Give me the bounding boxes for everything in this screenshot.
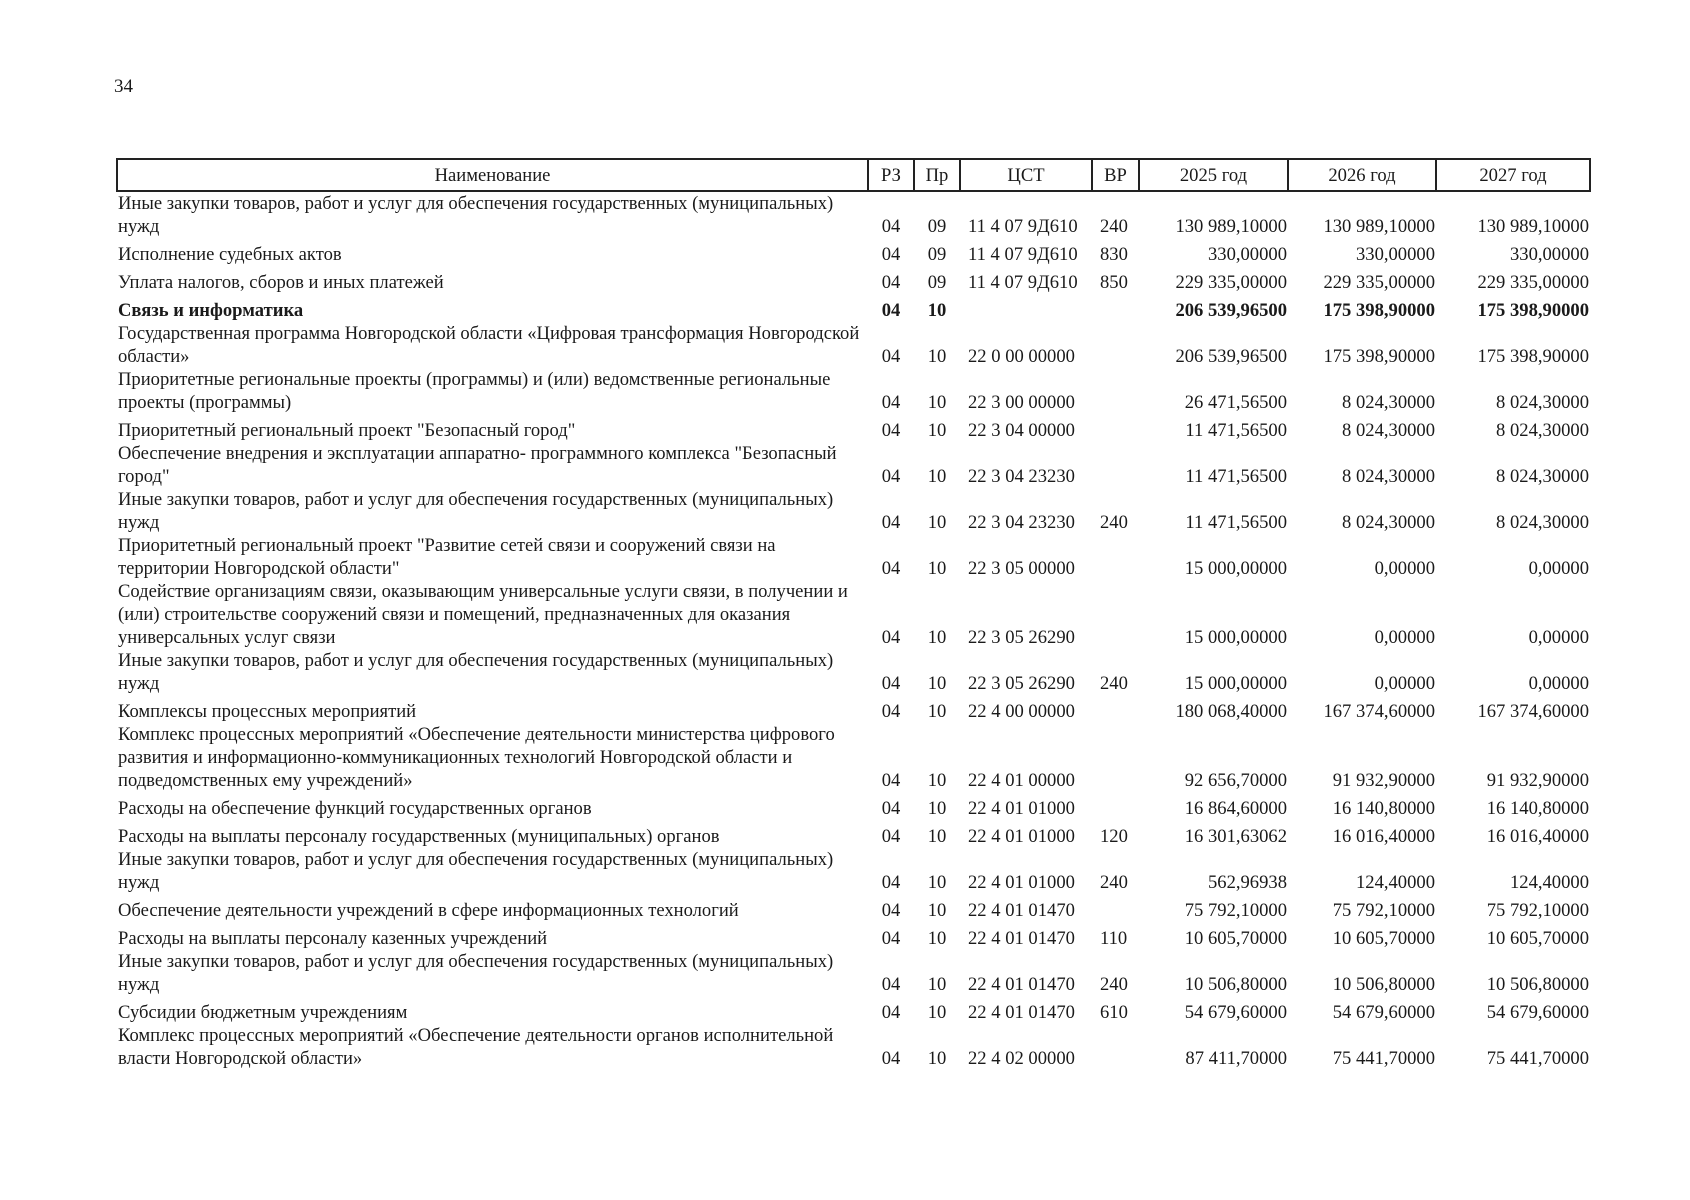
cell-vr: 110 xyxy=(1100,928,1128,949)
cell-cst: 22 4 01 01000 xyxy=(968,826,1075,847)
header-2025: 2025 год xyxy=(1139,159,1288,191)
cell-cst: 11 4 07 9Д610 xyxy=(968,216,1078,237)
cell-vr xyxy=(1092,414,1139,442)
cell-vr xyxy=(1092,1024,1139,1070)
cell-2026: 75 792,10000 xyxy=(1332,900,1435,921)
cell-pr: 09 xyxy=(927,272,947,293)
cell-name: Приоритетный региональный проект "Безопасный город" xyxy=(118,420,576,441)
cell-cst: 22 4 01 01000 xyxy=(968,872,1075,893)
header-2026: 2026 год xyxy=(1288,159,1436,191)
cell-vr xyxy=(1092,894,1139,922)
cell-2027: 175 398,90000 xyxy=(1477,346,1589,367)
cell-2027: 229 335,00000 xyxy=(1477,272,1589,293)
cell-cst: 22 4 01 01470 xyxy=(968,974,1075,995)
cell-2026: 167 374,60000 xyxy=(1323,701,1435,722)
cell-2025: 562,96938 xyxy=(1207,872,1287,893)
cell-rz: 04 xyxy=(881,392,901,413)
cell-rz: 04 xyxy=(881,673,901,694)
cell-cst: 22 4 01 01470 xyxy=(968,1002,1075,1023)
cell-vr: 240 xyxy=(1100,673,1128,694)
cell-2025: 92 656,70000 xyxy=(1184,770,1287,791)
cell-vr: 240 xyxy=(1100,872,1128,893)
cell-name: Комплекс процессных мероприятий «Обеспечение деятельности министерства цифрового развития и информационно-коммуникационных технологий Новгородской области и подведомственных ему учреждений» xyxy=(118,724,835,791)
cell-pr: 10 xyxy=(927,420,947,441)
cell-name: Комплекс процессных мероприятий «Обеспечение деятельности органов исполнительной власти Новгородской области» xyxy=(118,1025,834,1069)
cell-vr xyxy=(1092,695,1139,723)
cell-2025: 75 792,10000 xyxy=(1184,900,1287,921)
header-cst: ЦСТ xyxy=(960,159,1092,191)
cell-pr: 10 xyxy=(927,928,947,949)
page-number: 34 xyxy=(114,76,133,97)
cell-cst: 22 4 01 01470 xyxy=(968,900,1075,921)
cell-vr xyxy=(1092,442,1139,488)
cell-2027: 16 140,80000 xyxy=(1486,798,1589,819)
cell-2026: 130 989,10000 xyxy=(1323,216,1435,237)
cell-2025: 130 989,10000 xyxy=(1175,216,1287,237)
cell-2025: 206 539,96500 xyxy=(1175,346,1287,367)
cell-2027: 0,00000 xyxy=(1528,627,1589,648)
cell-pr: 09 xyxy=(927,216,947,237)
cell-2027: 75 441,70000 xyxy=(1486,1048,1589,1069)
cell-2027: 8 024,30000 xyxy=(1496,392,1589,413)
table-row xyxy=(117,266,1590,294)
cell-rz: 04 xyxy=(881,420,901,441)
cell-2027: 8 024,30000 xyxy=(1496,420,1589,441)
cell-rz: 04 xyxy=(881,558,901,579)
cell-name: Расходы на выплаты персоналу государственных (муниципальных) органов xyxy=(118,826,720,847)
cell-pr: 10 xyxy=(927,872,947,893)
cell-pr: 10 xyxy=(927,558,947,579)
cell-rz: 04 xyxy=(881,900,901,921)
cell-cst: 22 3 05 00000 xyxy=(968,558,1075,579)
table-row xyxy=(117,294,1590,322)
cell-cst: 22 3 04 00000 xyxy=(968,420,1075,441)
cell-2026: 8 024,30000 xyxy=(1342,512,1435,533)
cell-2026: 16 016,40000 xyxy=(1332,826,1435,847)
cell-2027: 75 792,10000 xyxy=(1486,900,1589,921)
cell-pr: 10 xyxy=(927,900,947,921)
cell-vr: 850 xyxy=(1100,272,1128,293)
cell-pr: 10 xyxy=(927,346,947,367)
cell-cst: 22 4 02 00000 xyxy=(968,1048,1075,1069)
cell-2026: 175 398,90000 xyxy=(1323,300,1435,321)
table-row xyxy=(117,649,1590,695)
cell-rz: 04 xyxy=(881,216,901,237)
table-row xyxy=(117,191,1590,238)
cell-2027: 124,40000 xyxy=(1509,872,1589,893)
cell-rz: 04 xyxy=(881,300,901,321)
cell-2026: 10 605,70000 xyxy=(1332,928,1435,949)
cell-rz: 04 xyxy=(881,627,901,648)
cell-cst: 22 3 05 26290 xyxy=(968,673,1075,694)
cell-pr: 10 xyxy=(927,673,947,694)
table-row xyxy=(117,792,1590,820)
cell-rz: 04 xyxy=(881,466,901,487)
table-row xyxy=(117,820,1590,848)
cell-2027: 8 024,30000 xyxy=(1496,466,1589,487)
cell-cst: 22 3 00 00000 xyxy=(968,392,1075,413)
cell-vr xyxy=(1092,294,1139,322)
cell-vr xyxy=(1092,792,1139,820)
cell-cst xyxy=(960,294,1092,322)
table-row xyxy=(117,950,1590,996)
header-row xyxy=(117,159,1590,191)
cell-rz: 04 xyxy=(881,346,901,367)
cell-2026: 75 441,70000 xyxy=(1332,1048,1435,1069)
cell-pr: 10 xyxy=(927,798,947,819)
cell-vr: 830 xyxy=(1100,244,1128,265)
cell-cst: 22 3 05 26290 xyxy=(968,627,1075,648)
cell-rz: 04 xyxy=(881,974,901,995)
cell-2027: 10 506,80000 xyxy=(1486,974,1589,995)
cell-name: Иные закупки товаров, работ и услуг для обеспечения государственных (муниципальных) нужд xyxy=(118,951,834,995)
table-row xyxy=(117,848,1590,894)
cell-vr xyxy=(1092,580,1139,649)
cell-2027: 91 932,90000 xyxy=(1486,770,1589,791)
cell-pr: 10 xyxy=(927,512,947,533)
cell-pr: 10 xyxy=(927,1048,947,1069)
cell-2025: 10 506,80000 xyxy=(1184,974,1287,995)
cell-2025: 330,00000 xyxy=(1207,244,1287,265)
cell-2027: 8 024,30000 xyxy=(1496,512,1589,533)
header-rz: РЗ xyxy=(868,159,914,191)
table-row xyxy=(117,894,1590,922)
table-row xyxy=(117,695,1590,723)
cell-cst: 11 4 07 9Д610 xyxy=(968,244,1078,265)
cell-name: Субсидии бюджетным учреждениям xyxy=(118,1002,408,1023)
cell-name: Приоритетный региональный проект "Развитие сетей связи и сооружений связи на территории Новгородской области" xyxy=(118,535,776,579)
cell-cst: 22 3 04 23230 xyxy=(968,466,1075,487)
cell-rz: 04 xyxy=(881,272,901,293)
cell-2026: 0,00000 xyxy=(1374,673,1435,694)
table-row xyxy=(117,723,1590,792)
cell-name: Исполнение судебных актов xyxy=(118,244,342,265)
table-row xyxy=(117,580,1590,649)
cell-name: Содействие организациям связи, оказывающим универсальные услуги связи, в получении и (или) строительстве сооружений связи и помещений, предназначенных для оказания универсальных услуг связи xyxy=(118,581,848,648)
cell-2025: 15 000,00000 xyxy=(1184,558,1287,579)
cell-2026: 175 398,90000 xyxy=(1323,346,1435,367)
cell-rz: 04 xyxy=(881,701,901,722)
table-row xyxy=(117,368,1590,414)
header-vr: ВР xyxy=(1092,159,1139,191)
table-row xyxy=(117,1024,1590,1070)
cell-2025: 87 411,70000 xyxy=(1185,1048,1287,1069)
cell-name: Расходы на обеспечение функций государственных органов xyxy=(118,798,592,819)
table-row xyxy=(117,322,1590,368)
cell-2026: 8 024,30000 xyxy=(1342,420,1435,441)
cell-2025: 15 000,00000 xyxy=(1184,627,1287,648)
cell-2025: 206 539,96500 xyxy=(1175,300,1287,321)
cell-vr xyxy=(1092,368,1139,414)
cell-rz: 04 xyxy=(881,928,901,949)
cell-2025: 15 000,00000 xyxy=(1184,673,1287,694)
cell-cst: 22 3 04 23230 xyxy=(968,512,1075,533)
cell-rz: 04 xyxy=(881,798,901,819)
cell-2026: 54 679,60000 xyxy=(1332,1002,1435,1023)
table-row xyxy=(117,442,1590,488)
cell-2026: 8 024,30000 xyxy=(1342,466,1435,487)
cell-pr: 10 xyxy=(927,466,947,487)
cell-name: Уплата налогов, сборов и иных платежей xyxy=(118,272,444,293)
table-row xyxy=(117,238,1590,266)
cell-2025: 10 605,70000 xyxy=(1184,928,1287,949)
header-name: Наименование xyxy=(117,159,868,191)
cell-vr xyxy=(1092,534,1139,580)
cell-cst: 22 4 01 00000 xyxy=(968,770,1075,791)
cell-2025: 11 471,56500 xyxy=(1185,466,1287,487)
cell-pr: 10 xyxy=(927,826,947,847)
cell-2026: 0,00000 xyxy=(1374,627,1435,648)
table-row xyxy=(117,534,1590,580)
cell-name: Обеспечение внедрения и эксплуатации аппаратно- программного комплекса "Безопасный город" xyxy=(118,443,837,487)
cell-2025: 11 471,56500 xyxy=(1185,512,1287,533)
cell-2026: 229 335,00000 xyxy=(1323,272,1435,293)
cell-pr: 10 xyxy=(927,300,947,321)
cell-2027: 330,00000 xyxy=(1509,244,1589,265)
cell-pr: 10 xyxy=(927,701,947,722)
cell-name: Расходы на выплаты персоналу казенных учреждений xyxy=(118,928,548,949)
cell-2026: 8 024,30000 xyxy=(1342,392,1435,413)
cell-pr: 10 xyxy=(927,1002,947,1023)
cell-name: Государственная программа Новгородской области «Цифровая трансформация Новгородской области» xyxy=(118,323,860,367)
cell-name: Комплексы процессных мероприятий xyxy=(118,701,417,722)
cell-cst: 22 4 00 00000 xyxy=(968,701,1075,722)
table-row xyxy=(117,922,1590,950)
table-row xyxy=(117,488,1590,534)
header-2027: 2027 год xyxy=(1436,159,1590,191)
cell-vr: 120 xyxy=(1100,826,1128,847)
cell-vr: 240 xyxy=(1100,216,1128,237)
cell-rz: 04 xyxy=(881,826,901,847)
cell-vr: 610 xyxy=(1100,1002,1128,1023)
cell-name: Иные закупки товаров, работ и услуг для обеспечения государственных (муниципальных) нужд xyxy=(118,849,834,893)
cell-2025: 229 335,00000 xyxy=(1175,272,1287,293)
cell-2027: 54 679,60000 xyxy=(1486,1002,1589,1023)
cell-vr: 240 xyxy=(1100,512,1128,533)
cell-rz: 04 xyxy=(881,1002,901,1023)
cell-vr: 240 xyxy=(1100,974,1128,995)
cell-name: Иные закупки товаров, работ и услуг для обеспечения государственных (муниципальных) нужд xyxy=(118,193,834,237)
cell-2026: 330,00000 xyxy=(1355,244,1435,265)
table-row xyxy=(117,996,1590,1024)
cell-2026: 0,00000 xyxy=(1374,558,1435,579)
cell-cst: 22 0 00 00000 xyxy=(968,346,1075,367)
cell-2027: 130 989,10000 xyxy=(1477,216,1589,237)
cell-2025: 11 471,56500 xyxy=(1185,420,1287,441)
cell-2025: 16 864,60000 xyxy=(1184,798,1287,819)
cell-2025: 180 068,40000 xyxy=(1175,701,1287,722)
cell-2027: 0,00000 xyxy=(1528,558,1589,579)
cell-2027: 16 016,40000 xyxy=(1486,826,1589,847)
cell-2027: 0,00000 xyxy=(1528,673,1589,694)
cell-name: Приоритетные региональные проекты (программы) и (или) ведомственные региональные проекты (программы) xyxy=(118,369,831,413)
header-pr: Пр xyxy=(914,159,960,191)
cell-2026: 16 140,80000 xyxy=(1332,798,1435,819)
cell-2025: 26 471,56500 xyxy=(1184,392,1287,413)
table-row xyxy=(117,414,1590,442)
cell-name: Связь и информатика xyxy=(118,300,304,321)
cell-2026: 10 506,80000 xyxy=(1332,974,1435,995)
cell-2027: 175 398,90000 xyxy=(1477,300,1589,321)
cell-pr: 09 xyxy=(927,244,947,265)
cell-rz: 04 xyxy=(881,770,901,791)
cell-vr xyxy=(1092,723,1139,792)
cell-2026: 91 932,90000 xyxy=(1332,770,1435,791)
cell-rz: 04 xyxy=(881,244,901,265)
cell-2027: 10 605,70000 xyxy=(1486,928,1589,949)
cell-rz: 04 xyxy=(881,512,901,533)
cell-2026: 124,40000 xyxy=(1355,872,1435,893)
cell-pr: 10 xyxy=(927,392,947,413)
budget-table xyxy=(116,158,1591,1070)
cell-cst: 22 4 01 01000 xyxy=(968,798,1075,819)
cell-2025: 16 301,63062 xyxy=(1184,826,1287,847)
cell-name: Иные закупки товаров, работ и услуг для обеспечения государственных (муниципальных) нужд xyxy=(118,489,834,533)
table-body xyxy=(117,191,1590,1070)
cell-rz: 04 xyxy=(881,1048,901,1069)
cell-pr: 10 xyxy=(927,974,947,995)
cell-vr xyxy=(1092,322,1139,368)
cell-name: Обеспечение деятельности учреждений в сфере информационных технологий xyxy=(118,900,739,921)
cell-2025: 54 679,60000 xyxy=(1184,1002,1287,1023)
cell-name: Иные закупки товаров, работ и услуг для обеспечения государственных (муниципальных) нужд xyxy=(118,650,834,694)
cell-cst: 22 4 01 01470 xyxy=(968,928,1075,949)
cell-rz: 04 xyxy=(881,872,901,893)
cell-pr: 10 xyxy=(927,770,947,791)
cell-cst: 11 4 07 9Д610 xyxy=(968,272,1078,293)
cell-pr: 10 xyxy=(927,627,947,648)
cell-2027: 167 374,60000 xyxy=(1477,701,1589,722)
